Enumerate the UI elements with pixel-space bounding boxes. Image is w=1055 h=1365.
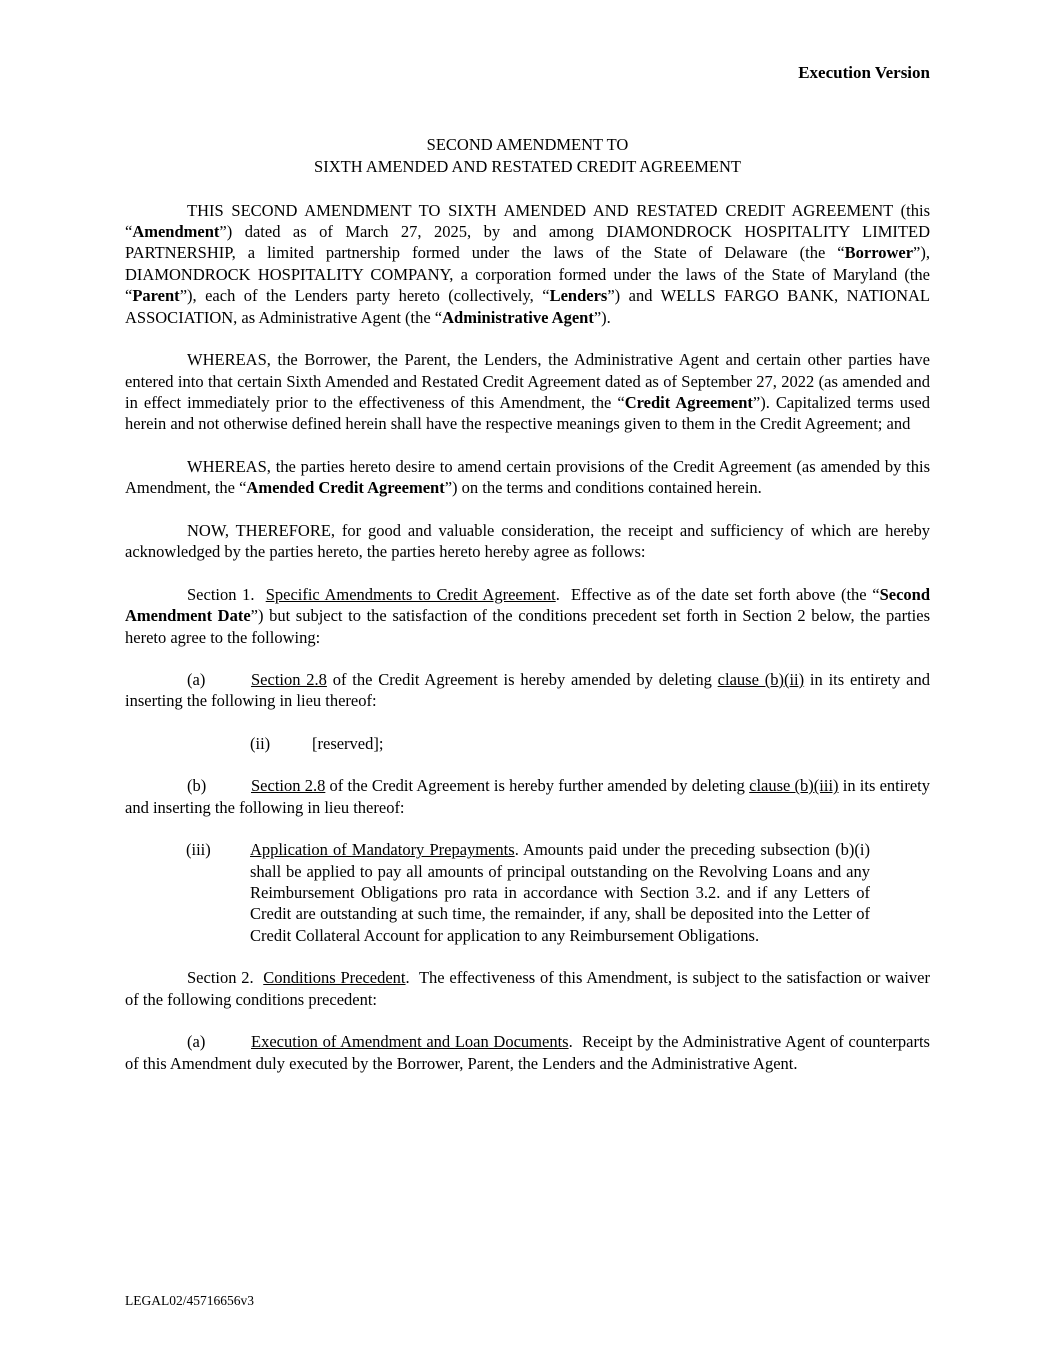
paragraph-intro <box>125 200 930 329</box>
document-title-line2: SIXTH AMENDED AND RESTATED CREDIT AGREEMENT <box>314 157 741 177</box>
paragraph-text: Execution of Amendment and Loan Documents. Receipt by the Administrative Agent of counterparts of this Amendment duly executed by the Borrower, Parent, the Lenders and the Administrative Agent. <box>125 1032 930 1073</box>
paragraph-section-1 <box>125 584 930 648</box>
document-title-line1: SECOND AMENDMENT TO <box>426 135 629 154</box>
paragraph-text: Section 2.8 of the Credit Agreement is hereby amended by deleting clause (b)(ii) in its entirety and inserting the following in lieu thereof: <box>125 669 930 711</box>
paragraph-1a <box>125 669 930 712</box>
footer-document-number: LEGAL02/45716656v3 <box>125 1293 254 1308</box>
paragraph-iii-application <box>186 839 871 946</box>
paragraph-2a <box>125 1031 930 1074</box>
paragraph-label: (b) <box>187 776 207 796</box>
paragraph-now-therefore <box>125 520 930 563</box>
paragraph-text: WHEREAS, the Borrower, the Parent, the Lenders, the Administrative Agent and certain other parties have entered into that certain Sixth Amended and Restated Credit Agreement dated as of September 27, 2022 (as amended and in effect immediately prior to the effectiveness of this Amendment, the “Credit Agreement”). Capitalized terms used herein and not otherwise defined herein shall have the respective meanings given to them in the Credit Agreement; and <box>125 350 931 434</box>
paragraph-text: [reserved]; <box>312 733 384 753</box>
paragraph-text: Section 2.8 of the Credit Agreement is hereby further amended by deleting clause (b)(iii) in its entirety and inserting the following in lieu thereof: <box>125 776 930 817</box>
paragraph-label: (a) <box>187 669 206 689</box>
paragraph-1b <box>125 775 930 818</box>
paragraph-text: THIS SECOND AMENDMENT TO SIXTH AMENDED AND RESTATED CREDIT AGREEMENT (this “Amendment”) dated as of March 27, 2025, by and among DIAMONDROCK HOSPITALITY LIMITED PARTNERSHIP, a limited partnership formed under the laws of the State of Delaware (the “Borrower”), DIAMONDROCK HOSPITALITY COMPANY, a corporation formed under the laws of the State of Maryland (the “Parent”), each of the Lenders party hereto (collectively, “Lenders”) and WELLS FARGO BANK, NATIONAL ASSOCIATION, as Administrative Agent (the “Administrative Agent”). <box>125 200 930 327</box>
paragraph-whereas-2 <box>125 456 930 499</box>
paragraph-text: NOW, THEREFORE, for good and valuable consideration, the receipt and sufficiency of which are hereby acknowledged by the parties hereto, the parties hereto hereby agree as follows: <box>125 520 930 562</box>
paragraph-text: Section 2. Conditions Precedent. The effectiveness of this Amendment, is subject to the satisfaction or waiver of the following conditions precedent: <box>125 968 930 1009</box>
paragraph-whereas-1 <box>125 349 930 435</box>
paragraph-label: (iii) <box>186 840 211 860</box>
paragraph-label: (a) <box>187 1032 206 1052</box>
paragraph-text: WHEREAS, the parties hereto desire to amend certain provisions of the Credit Agreement (as amended by this Amendment, the “Amended Credit Agreement”) on the terms and conditions contained herein. <box>125 456 930 498</box>
document-title <box>0 0 1055 179</box>
paragraph-text: Section 1. Specific Amendments to Credit Agreement. Effective as of the date set forth above (the “Second Amendment Date”) but subject to the satisfaction of the conditions precedent set forth in Section 2 below, the parties hereto agree to the following: <box>125 584 930 647</box>
paragraph-text: Application of Mandatory Prepayments. Amounts paid under the preceding subsection (b)(i) shall be applied to pay all amounts of principal outstanding on the Revolving Loans and any Reimbursement Obligations pro rata in accordance with Section 3.2. and if any Letters of Credit are outstanding at such time, the remainder, if any, shall be deposited into the Letter of Credit Collateral Account for application to any Reimbursement Obligations. <box>250 840 871 945</box>
execution-version-label: Execution Version <box>798 63 930 82</box>
document-body <box>125 179 930 1075</box>
paragraph-ii-reserved <box>250 733 930 754</box>
paragraph-section-2 <box>125 967 930 1010</box>
paragraph-label: (ii) <box>250 733 271 753</box>
